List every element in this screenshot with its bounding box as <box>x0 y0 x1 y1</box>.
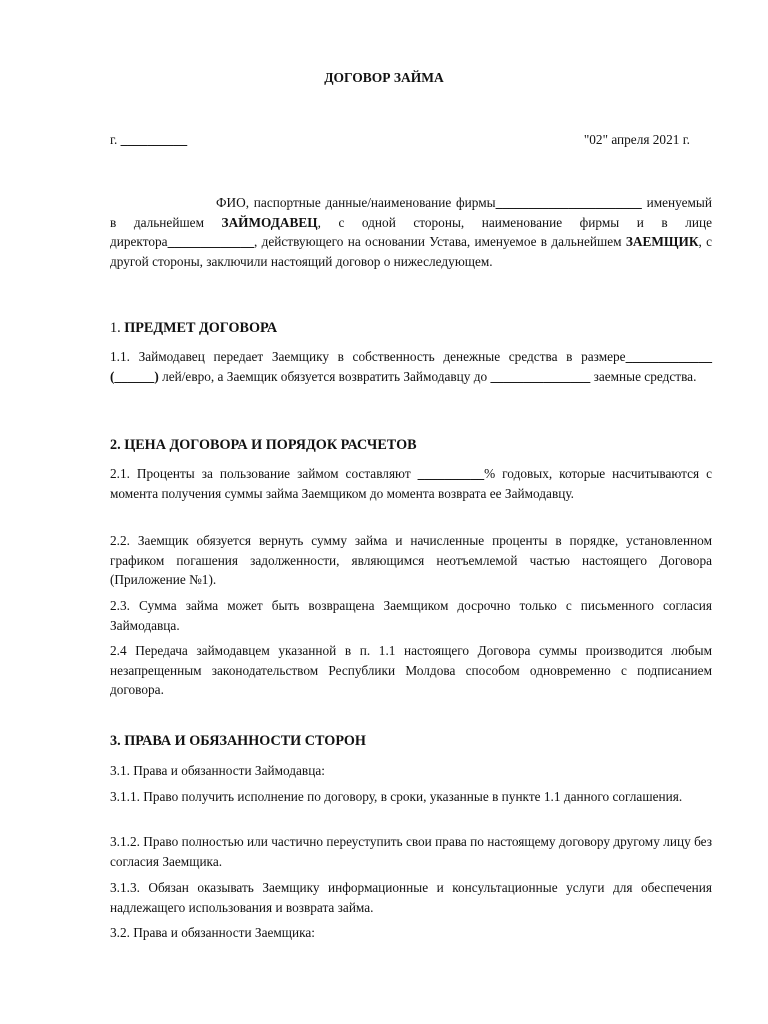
clause-3-1-2: 3.1.2. Право полностью или частично переуступить свои права по настоящему договору другому лицу без согласия Заемщика. <box>110 834 712 869</box>
clause-2-1 <box>110 464 712 503</box>
clause-2-2: 2.2. Заемщик обязуется вернуть сумму займа и начисленные проценты в порядке, установленном графиком погашения задолженности, являющимся неотъемлемой частью настоящего Договора (Приложение №1). <box>110 533 712 587</box>
clause-2-3: 2.3. Сумма займа может быть возвращена Заемщиком досрочно только с письменного согласия Займодавца. <box>110 598 712 633</box>
clause-3-1: 3.1. Права и обязанности Займодавца: <box>110 763 325 778</box>
city-blank: __________ <box>120 132 188 147</box>
clause-1-1-text-c: заемные средства. <box>593 368 697 384</box>
intro-text-1: ФИО, паспортные данные/наименование фирмы <box>216 195 496 210</box>
due-date-blank: _______________ <box>490 368 591 384</box>
city-field <box>110 132 187 148</box>
clause-3-1-1: 3.1.1. Право получить исполнение по договору, в сроки, указанные в пункте 1.1 данного соглашения. <box>110 789 683 804</box>
date-field: "02" апреля 2021 г. <box>583 132 690 147</box>
borrower-term: ЗАЕМЩИК <box>625 234 699 249</box>
city-label: г. <box>110 132 118 147</box>
director-blank: _____________ <box>167 234 254 249</box>
clause-1-1 <box>110 347 712 386</box>
clause-2-4: 2.4 Передача займодавцем указанной в п. 1.1 настоящего Договора суммы производится любым незапрещенным законодательством Республики Молдова способом одновременно с подписанием договора. <box>110 643 712 697</box>
clause-2-1-text-a: 2.1. Проценты за пользование займом составляют <box>110 466 411 481</box>
interest-blank: __________ <box>417 466 485 481</box>
section-2-heading: 2. ЦЕНА ДОГОВОРА И ПОРЯДОК РАСЧЕТОВ <box>110 437 417 453</box>
clause-1-1-text-b: лей/евро, а Заемщик обязуется возвратить Займодавцу до <box>162 368 488 384</box>
amount-words-blank: (______) <box>110 368 159 384</box>
intro-text-2: именуемый в дальнейшем <box>110 195 712 230</box>
section-1-title: ПРЕДМЕТ ДОГОВОРА <box>124 320 278 336</box>
intro-text-5: , с другой стороны, заключили настоящий договор о нижеследующем. <box>110 234 712 269</box>
intro-text-4: , действующего на основании Устава, именуемое в дальнейшем <box>254 234 622 249</box>
document-title: ДОГОВОР ЗАЙМА <box>324 70 444 85</box>
lender-term: ЗАЙМОДАВЕЦ <box>221 214 318 230</box>
section-3-heading: 3. ПРАВА И ОБЯЗАННОСТИ СТОРОН <box>110 733 366 749</box>
lender-name-blank: ______________________ <box>495 195 642 210</box>
section-1-number: 1. <box>110 320 121 336</box>
clause-1-1-text-a: 1.1. Займодавец передает Заемщику в собственность денежные средства в размере <box>110 349 626 364</box>
section-1-heading <box>110 320 277 337</box>
amount-blank: _____________ <box>625 349 712 364</box>
intro-text-3: , с одной стороны, наименование фирмы и в лице директора <box>110 214 712 249</box>
clause-3-1-3: 3.1.3. Обязан оказывать Заемщику информационные и консультационные услуги для обеспечения надлежащего использования и возврата займа. <box>110 880 712 915</box>
clause-2-1-text-b: % годовых, которые насчитываются с момента получения суммы займа Заемщиком до момента возврата ее Займодавцу. <box>110 466 713 501</box>
parties-paragraph <box>110 193 712 271</box>
clause-3-2: 3.2. Права и обязанности Заемщика: <box>110 925 315 940</box>
